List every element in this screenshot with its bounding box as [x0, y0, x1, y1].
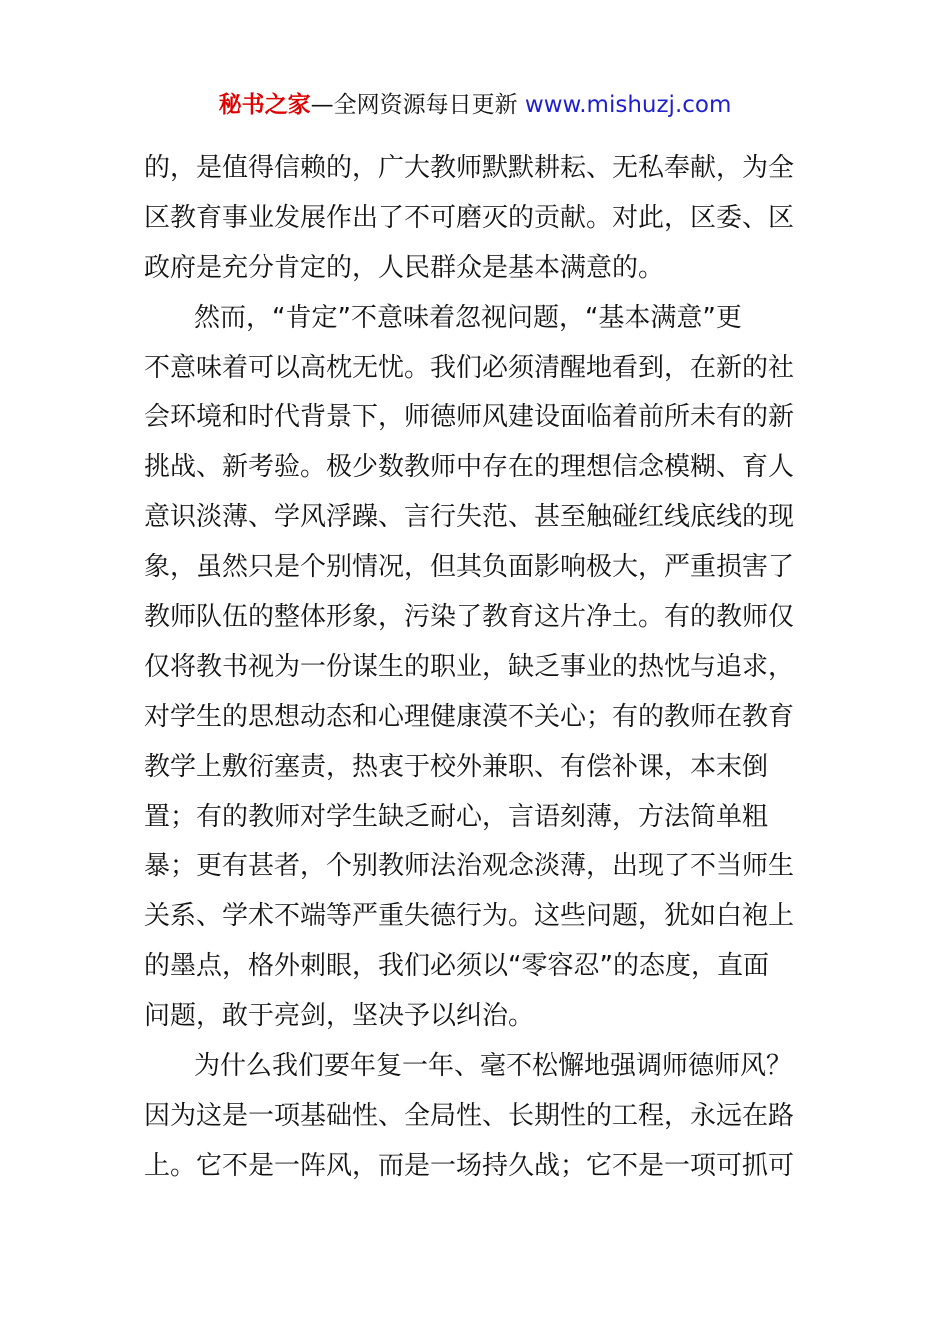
- text-line: 置；有的教师对学生缺乏耐心，言语刻薄，方法简单粗: [144, 801, 769, 832]
- brand-name: 秘书之家: [218, 92, 311, 118]
- text-line: 对学生的思想动态和心理健康漠不关心；有的教师在教育: [144, 701, 795, 732]
- text-line: 暴；更有甚者，个别教师法治观念淡薄，出现了不当师生: [144, 851, 795, 882]
- body-text: [144, 144, 810, 1192]
- text-line: 问题，敢于亮剑，坚决予以纠治。: [144, 1001, 535, 1032]
- website-link[interactable]: www.mishuzj.com: [524, 92, 732, 118]
- text-line: 意识淡薄、学风浮躁、言行失范、甚至触碰红线底线的现: [144, 502, 795, 533]
- text-line: 关系、学术不端等严重失德行为。这些问题，犹如白袍上: [144, 901, 795, 932]
- text-line: 政府是充分肯定的，人民群众是基本满意的。: [144, 252, 665, 283]
- text-line: 的墨点，格外刺眼，我们必须以“零容忍”的态度，直面: [144, 951, 769, 982]
- text-line: 不意味着可以高枕无忧。我们必须清醒地看到，在新的社: [144, 352, 795, 383]
- text-line: 区教育事业发展作出了不可磨灭的贡献。对此，区委、区: [144, 202, 795, 233]
- page-header: [0, 88, 950, 122]
- text-line: 仅将教书视为一份谋生的职业，缺乏事业的热忱与追求，: [144, 651, 795, 682]
- text-line: 会环境和时代背景下，师德师风建设面临着前所未有的新: [144, 402, 795, 433]
- text-line: 挑战、新考验。极少数教师中存在的理想信念模糊、育人: [144, 452, 795, 483]
- paragraph-first-line: 然而，“肯定”不意味着忽视问题，“基本满意”更: [194, 302, 742, 333]
- text-line: 教师队伍的整体形象，污染了教育这片净土。有的教师仅: [144, 602, 795, 633]
- text-line: 象，虽然只是个别情况，但其负面影响极大，严重损害了: [144, 552, 795, 583]
- text-line: 教学上敷衍塞责，热衷于校外兼职、有偿补课，本末倒: [144, 751, 769, 782]
- text-line: 上。它不是一阵风，而是一场持久战；它不是一项可抓可: [144, 1150, 795, 1181]
- paragraph-first-line: 为什么我们要年复一年、毫不松懈地强调师德师风？: [194, 1051, 793, 1082]
- text-line: 因为这是一项基础性、全局性、长期性的工程，永远在路: [144, 1100, 795, 1131]
- header-tagline: —全网资源每日更新: [310, 92, 525, 118]
- text-line: 的，是值得信赖的，广大教师默默耕耘、无私奉献，为全: [144, 153, 795, 183]
